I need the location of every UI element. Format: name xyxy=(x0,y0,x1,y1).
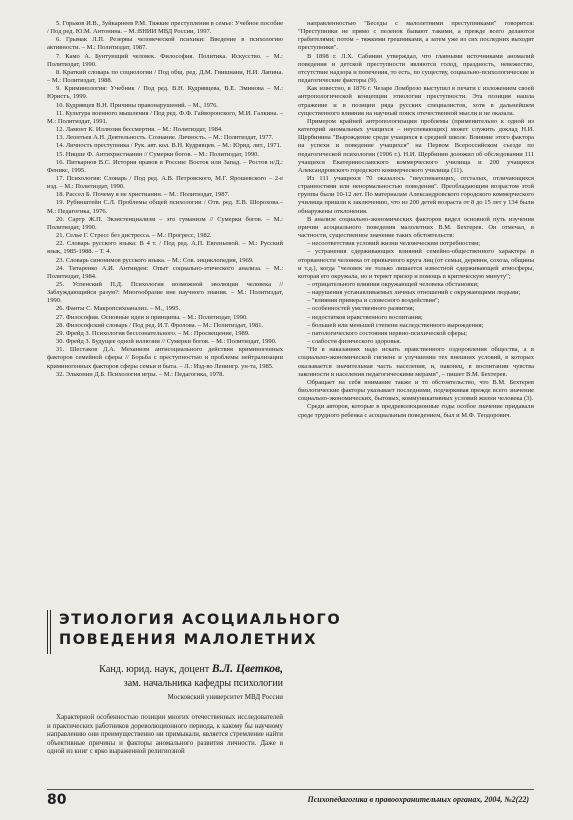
list-item: – устранения сдерживающих влияний семейно-общественного характера и оторванности человека от привычного круга лиц (от семьи, деревни, сохоза, общины и т.д.), когда "человек не только лишается известной сдерживающей атмосферы, которая его окружала, но и теряет призор и помощь в критическую минуту"; xyxy=(298,248,534,280)
list-item: – слабости физического здоровья. xyxy=(307,338,401,346)
author-organization: Московский университет МВД России xyxy=(167,693,283,701)
author-line xyxy=(47,662,283,677)
author-position: зам. начальника кафедры психологии xyxy=(123,678,283,689)
reference-item: 21. Селье Г. Стресс без дистресса. – М.: Прогресс, 1982. xyxy=(56,232,212,240)
references-column xyxy=(47,20,283,379)
intro-paragraph: Характерной особенностью позиции многих отечественных исследователей и практических работников дореволюционного периода, к какому бы научному направлению они преимущественно ни примыкали, является стремление найти объективные причины и факторы аномального развития личности. Даже в одной из книг с ярко выраженной религиозной xyxy=(47,714,283,756)
list-item: – патологического состояния нервно-психической сферы; xyxy=(307,329,467,337)
body-paragraph: Как известно, в 1876 г. Чезаре Ломброзо выступил в печати с изложением своей антропологической концепции этиологии преступности. Эта позиция нашла отражение и в позиции ряда русских специалистов, хотя в дальнейшем существенного влияния на научный поиск отечественной мысли и не оказала. xyxy=(298,85,534,117)
reference-item: 17. Психология: Словарь / Под ред. А.В. Петровского, М.Г. Ярошевского – 2-е изд. – М.: Политиздат, 1990. xyxy=(47,174,283,191)
list-item: – особенностей умственного развития; xyxy=(307,305,415,313)
reference-item: 19. Рубинштейн С.Л. Проблемы общей психологии / Отв. ред. Е.В. Шорохова.– М.: Педагогика, 1976. xyxy=(47,199,283,215)
list-item: – большей или меньшей степени наследственного вырождения; xyxy=(307,321,484,329)
reference-item: 29. Фрейд З. Психология бессознательного. – М.: Просвещение, 1989. xyxy=(56,329,250,337)
body-paragraph: В анализе социально-экономических факторов видел основной путь изучения причин асоциального поведения малолетних В.М. Бехтерев. Он отмечал, в частности, существенное значение таких обстоятельств: xyxy=(298,215,534,240)
reference-item: 24. Титаренко А.И. Антиидеи: Опыт социально-этического анализа. – М.: Политиздат, 1984. xyxy=(47,264,283,280)
body-paragraph: "Не в наказаниях надо искать нравственного оздоровления общества, а в социально-экономической гигиене и улучшении тех внешних условий, в которых оказывается значительная часть населения, и, наконец, в воспитании чувства законности и населения педагогическими мерами", – пишет В.М. Бехтерев. xyxy=(298,346,534,378)
reference-item: 6. Грымак Л.П. Резервы человеческой психики: Введение в психологию активности. – М.: Политиздат, 1987. xyxy=(47,36,283,52)
article-heading xyxy=(47,610,342,654)
reference-item: 9. Криминология: Учебник / Под ред. В.Н. Кудрявцева, В.Е. Эминова – М.: Юристъ, 1999. xyxy=(47,85,283,101)
list-item: – нарушения устанавливаемых личных отношений с окружающими людьми; xyxy=(307,289,521,297)
reference-item: 10. Кудрявцев В.Н. Причины правонарушений. – М., 1976. xyxy=(56,101,219,109)
list-item: – "влияния примера и словесного воздействия"; xyxy=(307,297,440,305)
reference-item: 12. Ламонт К. Иллюзия бессмертия. – М.: Политиздат, 1984. xyxy=(56,126,223,134)
reference-item: 22. Словарь русского языка: В 4 т. / Под ред. А.П. Евгеньевой. – М.: Русский язык, 1985-1988. – Т. 4. xyxy=(47,240,283,256)
reference-item: 28. Философский словарь / Под ред. И.Т. Фролова. – М.: Политиздат, 1981. xyxy=(56,321,264,329)
body-paragraph: В 1898 г. Л.Х. Сабинин утверждал, что главными источниками аномалий поведения и детской преступности являются голод, праздность, невежество, отсутствие надзора и попечения, то есть, по существу, социально-психологические и педагогические факторы (9). xyxy=(298,52,534,85)
body-paragraph: направленностью "Беседы с малолетними преступниками" говорится: "Преступники не прямо с пеленок бывают такими, а прежде всего делаются грабителями; потом – тяжкими грешниками, а затем уже из сих последних выходят преступники". xyxy=(298,20,534,52)
author-degree: Канд. юрид. наук, доцент xyxy=(99,664,210,675)
body-paragraph: Среди авторов, которые в предреволюционные годы особое значение придавали среде трудного ребенка с асоциальным поведением, был и М.Ф. Теодорович. xyxy=(298,403,534,419)
heading-line-2: ПОВЕДЕНИЯ МАЛОЛЕТНИХ xyxy=(59,632,318,648)
body-paragraph: Из 111 учащихся 70 оказалось "неуспевающих, отсталых, отличающихся странностями или ненормальностью поведения". Преобладающим возрастом этой группы были 10-12 лет. По материалам Александровского городского коммерческого училища пришли к заключению, что из 200 детей возраста от 8 до 15 лет у 134 были обнаружены отклонения. xyxy=(298,174,534,215)
body-paragraph: Обращает на себя внимание также и то обстоятельство, что В.М. Бехтерев биологические факторы указывает последними, подчеркивая прежде всего значение социально-экономических, бытовых, коммуникативных условий жизни человека (3). xyxy=(298,378,534,403)
heading-line-1: ЭТИОЛОГИЯ АСОЦИАЛЬНОГО xyxy=(59,612,342,628)
reference-item: 27. Философия. Основные идеи и принципы. – М.: Политиздат, 1990. xyxy=(56,313,248,321)
reference-item: 14. Личность преступника / Рук. авт. кол. В.Н. Кудрявцев. – М.: Юрид. лит., 1971. xyxy=(56,142,282,150)
footer-divider xyxy=(47,789,534,790)
author-block xyxy=(47,662,283,702)
reference-item: 16. Питкарнов В.С. История нравов в России: Восток или Запад. – Ростов н/Д.: Феникс, 1995. xyxy=(47,158,283,174)
author-name: В.Л. Цветков, xyxy=(211,663,283,675)
reference-item: 15. Ницше Ф. Антихристианин // Сумерки богов. – М.: Политиздат, 1990. xyxy=(56,150,259,158)
reference-item: 8. Краткий словарь по социологии / Под общ. ред. Д.М. Гвишиани, Н.И. Лапина. – М.: Политиздат, 1988. xyxy=(47,68,283,85)
list-item: – несоответствия условий жизни человеческим потребностям; xyxy=(307,240,481,248)
reference-item: 23. Словарь синонимов русского языка. – М.: Сов. энциклопедия, 1969. xyxy=(56,256,254,264)
reference-item: 25. Успенский П.Д. Психология возможной эволюции человека // Заблуждающийся разум?: Многообразие вне научного знания. – М.: Политиздат, 1990. xyxy=(47,281,283,305)
list-item: – недостатков нравственного воспитания; xyxy=(307,313,423,321)
article-body-column xyxy=(298,20,534,420)
reference-item: 31. Шестаков Д.А. Механизм антисоциального действия криминогенных факторов семейной сферы // Борьба с преступностью и проблемы нейтрализации криминогенных факторов сферы семьи и быта. – Л.: Изд-во Ленингр. ун-та, 1985. xyxy=(47,346,283,370)
body-paragraph: Примером крайней антропологизации проблемы (применительно к одной из категорий аномальных учащихся – неуспевающих) может служить доклад Н.И. Щербинина "Вырождение среди учащихся в средней школе. Влияние этого фактора на успехи и поведение учащихся" на Первом Всероссийском съезде по педагогической психологии (1906 г.). Н.И. Щербинин доложил об обследовании 111 учащихся Екатеринославского коммерческого училища и 200 учащихся Александровского городского коммерческого училища (11). xyxy=(298,117,534,174)
article-intro xyxy=(47,714,283,757)
reference-item: 20. Сартр Ж.П. Экзистенциализм – это гуманизм // Сумерки богов. – М.: Политиздат, 1990. xyxy=(47,215,283,231)
reference-item: 32. Эльконин Д.Б. Психология игры. – М.: Педагогика, 1978. xyxy=(56,370,224,378)
reference-item: 18. Рассел Б. Почему я не христианин. – М.: Политиздат, 1987. xyxy=(56,191,230,199)
reference-item: 26. Фанты С. Макропсихоанализ. – М., 1995. xyxy=(56,305,181,313)
reference-item: 11. Культура военного мышления / Под ред. Ф.Ф. Гайворонского, М.И. Галкина. – М.: Политиздат, 1991. xyxy=(47,109,283,125)
reference-item: 7. Камо А. Бунтующий человек. Философия. Политика. Искусство. – М.: Политиздат, 1990. xyxy=(47,52,283,68)
reference-item: 13. Леонтьев А.Н. Деятельность. Сознание. Личность. – М.: Политиздат, 1977. xyxy=(56,134,274,142)
journal-title: Психопедагогика в правоохранительных органах, 2004, №2(22) xyxy=(307,795,529,804)
list-item: – отрицательного влияния окружающей человека обстановки; xyxy=(307,281,479,288)
reference-item: 30. Фрейд З. Будущее одной иллюзии // Сумерки богов. – М.: Политиздат, 1990. xyxy=(56,338,277,346)
reference-item: 5. Горьков И.В., Зуйкарнеев Р.М. Тяжкие преступления в семье: Учебное пособие / Под ред. Ю.М. Антонина. – М.:ВНИИ МВД России, 1997. xyxy=(47,20,283,36)
page-number: 80 xyxy=(47,792,67,808)
